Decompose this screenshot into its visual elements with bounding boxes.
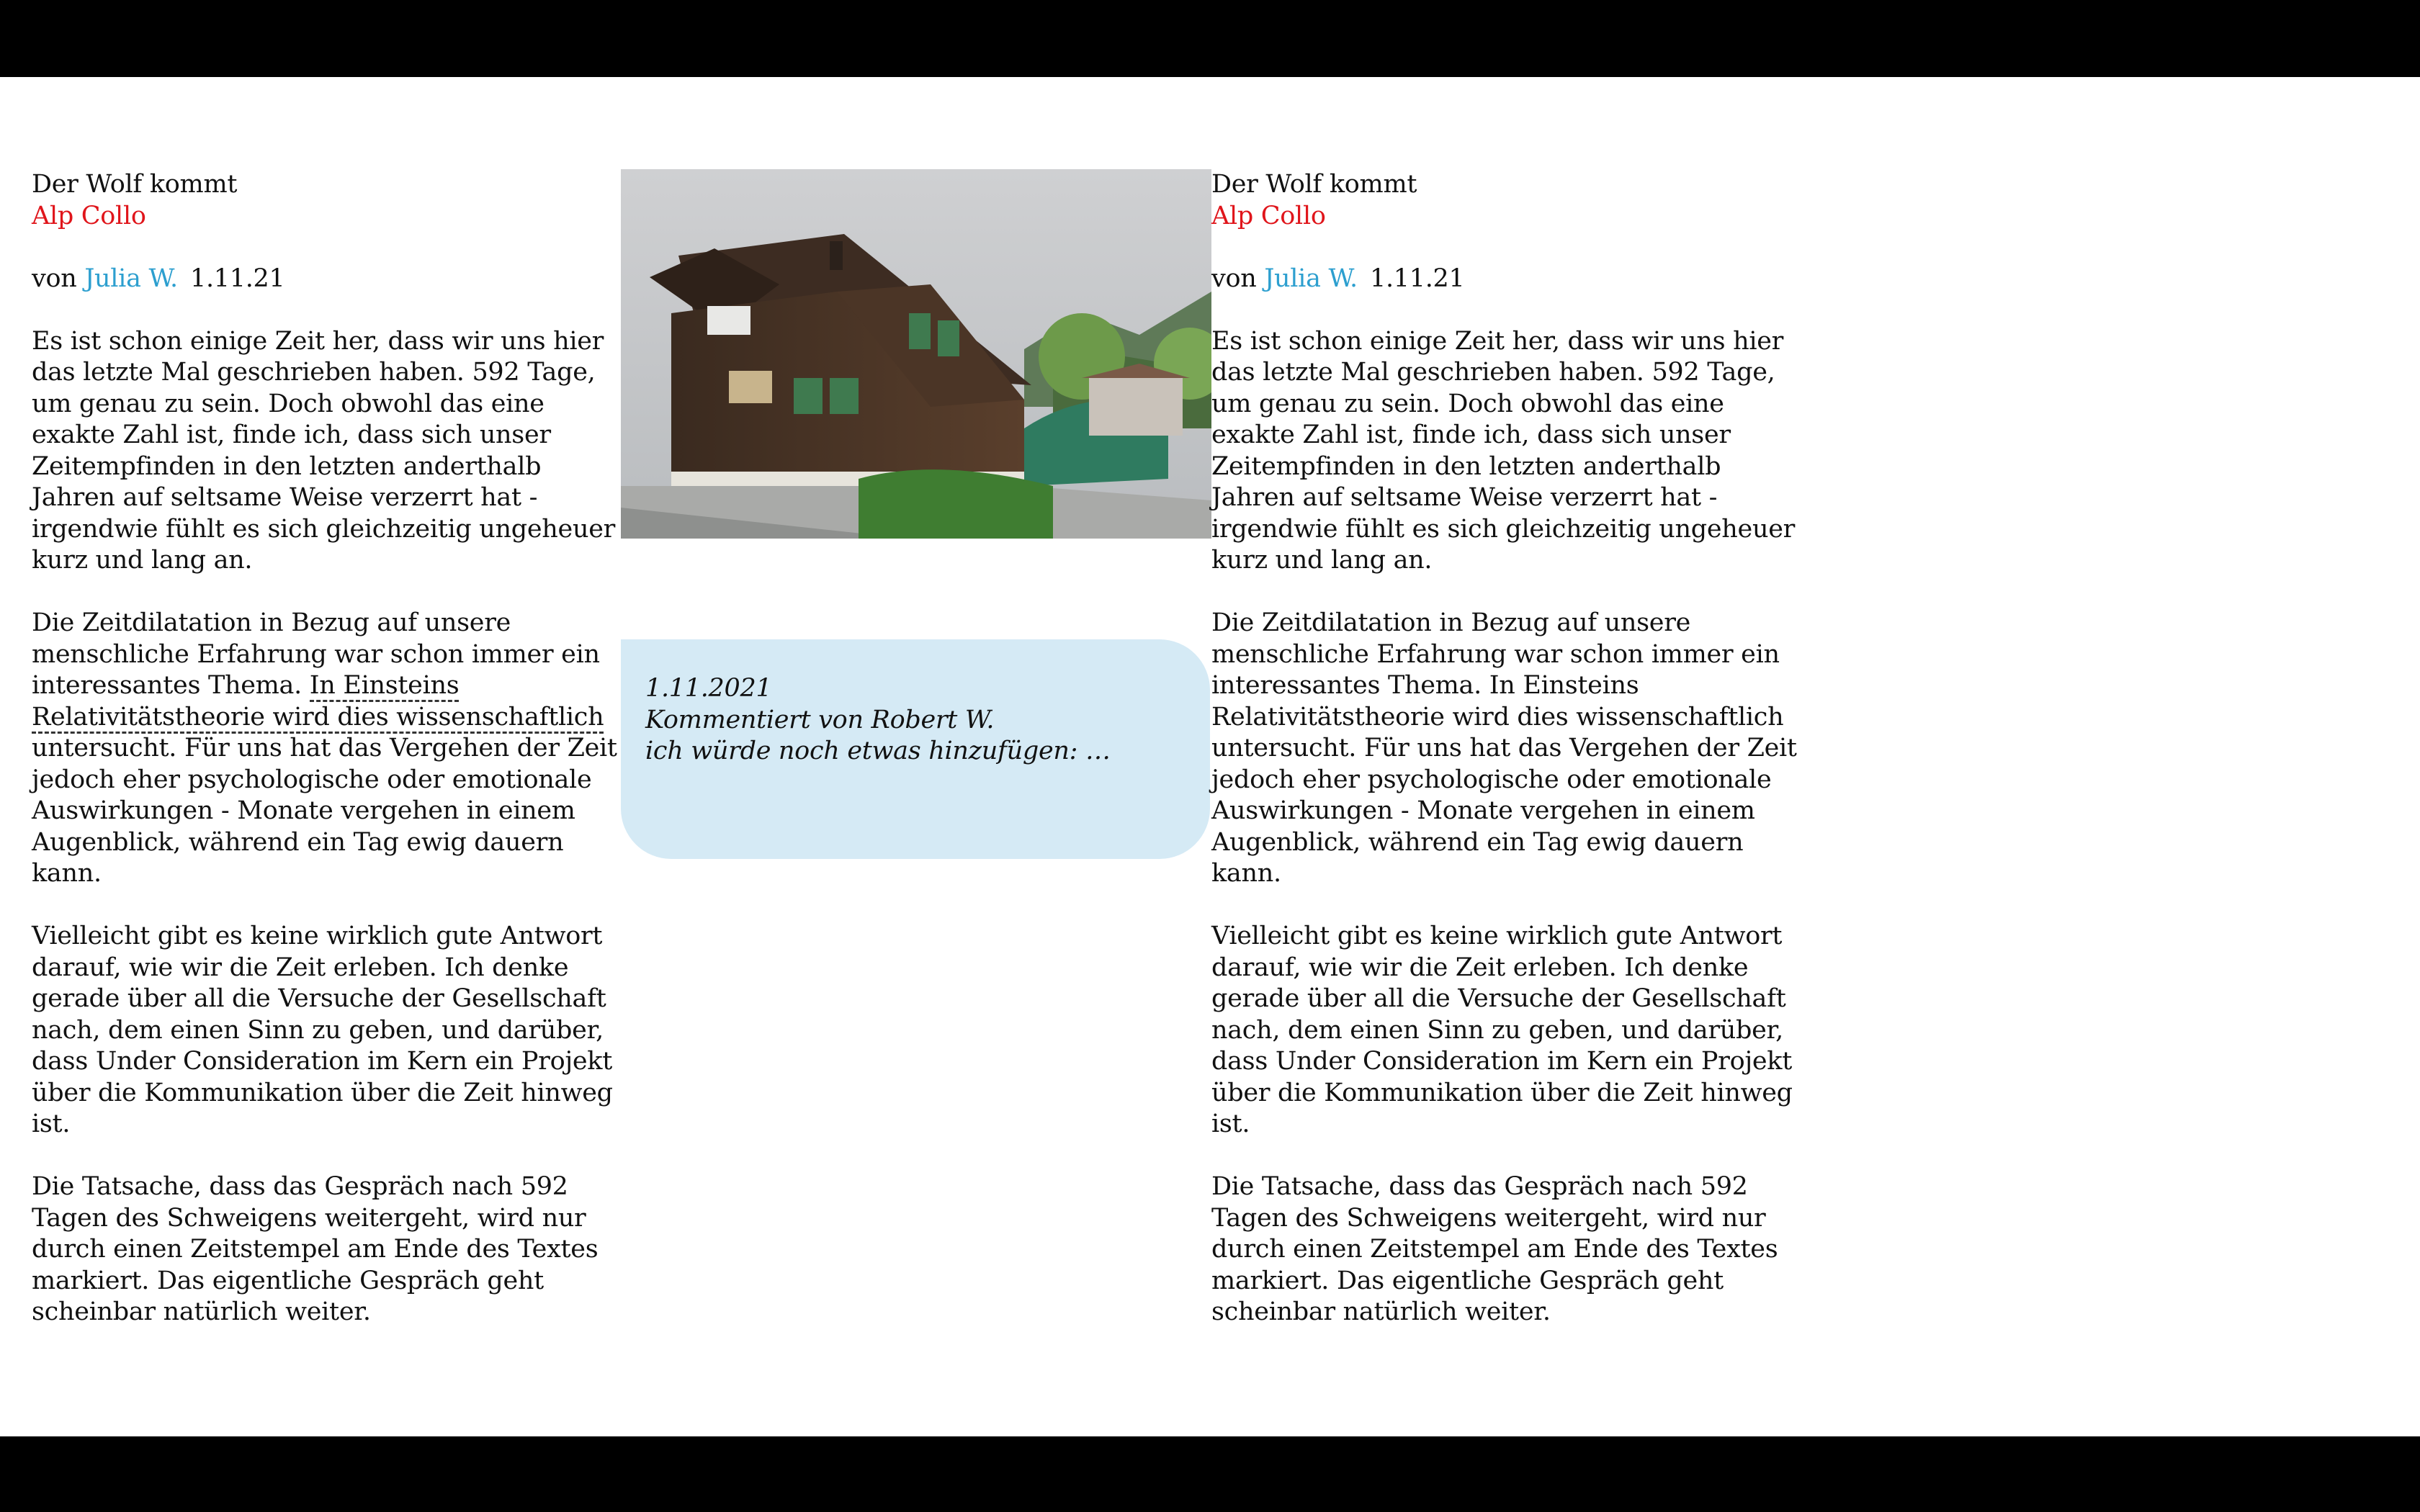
paragraph-2-end: untersucht. Für uns hat das Vergehen der Zeit jedoch eher psychologische oder emotionale Auswirkungen - Monate vergehen in einem Augenblick, während ein Tag ewig dauern kann. [32,734,617,888]
comment-date: 1.11.2021 [645,674,772,703]
paragraph-3: Vielleicht gibt es keine wirklich gute Antwort darauf, wie wir die Zeit erleben. Ich denke gerade über all die Versuche der Gesellschaft nach, dem einen Sinn zu geben, und darüber, dass Under Consideration im Kern ein Projekt über die Kommunikation über die Zeit hinweg ist. [32,922,613,1138]
article-meta [32,264,622,295]
top-black-bar [0,0,2420,77]
article-subtitle[interactable]: Alp Collo [1211,201,1326,230]
article-date: 1.11.21 [1370,264,1465,293]
article-subtitle[interactable]: Alp Collo [32,201,146,230]
article-date: 1.11.21 [190,264,285,293]
paragraph-1: Es ist schon einige Zeit her, dass wir uns hier das letzte Mal geschrieben haben. 592 Tage, um genau zu sein. Doch obwohl das eine exakte Zahl ist, finde ich, dass sich unser Zeitempfinden in den letzten anderthalb Jahren auf seltsame Weise verzerrt hat - irgendwie fühlt es sich gleichzeitig ungeheuer kurz und lang an. [1211,326,1796,575]
comment-author: Kommentiert von Robert W. [645,705,995,734]
byline-prefix: von [32,264,85,293]
author-link[interactable]: Julia W. [84,264,178,293]
article-meta [1211,264,1802,295]
byline [32,264,190,295]
author-link[interactable]: Julia W. [1264,264,1358,293]
paragraph-1: Es ist schon einige Zeit her, dass wir uns hier das letzte Mal geschrieben haben. 592 Tage, um genau zu sein. Doch obwohl das eine exakte Zahl ist, finde ich, dass sich unser Zeitempfinden in den letzten anderthalb Jahren auf seltsame Weise verzerrt hat - irgendwie fühlt es sich gleichzeitig ungeheuer kurz und lang an. [32,326,616,575]
paragraph-2 [32,608,622,890]
paragraph-2-start: Die Zeitdilatation in Bezug auf unsere menschliche Erfahrung war schon immer ein interessantes Thema. [32,608,600,700]
farmhouse-photo [621,169,1211,539]
paragraph-2: Die Zeitdilatation in Bezug auf unsere menschliche Erfahrung war schon immer ein interessantes Thema. In Einsteins Relativitätstheorie wird dies wissenschaftlich untersucht. Für uns hat das Vergehen der Zeit jedoch eher psychologische oder emotionale Auswirkungen - Monate vergehen in einem Augenblick, während ein Tag ewig dauern kann. [1211,608,1797,888]
paragraph-3: Vielleicht gibt es keine wirklich gute Antwort darauf, wie wir die Zeit erleben. Ich denke gerade über all die Versuche der Gesellschaft nach, dem einen Sinn zu geben, und darüber, dass Under Consideration im Kern ein Projekt über die Kommunikation über die Zeit hinweg ist. [1211,922,1793,1138]
paragraph-4: Die Tatsache, dass das Gespräch nach 592 Tagen des Schweigens weitergeht, wird nur durch einen Zeitstempel am Ende des Textes markiert. Das eigentliche Gespräch geht scheinbar natürlich weiter. [32,1172,599,1326]
bottom-black-bar [0,1436,2420,1512]
paragraph-4: Die Tatsache, dass das Gespräch nach 592 Tagen des Schweigens weitergeht, wird nur durch einen Zeitstempel am Ende des Textes markiert. Das eigentliche Gespräch geht scheinbar natürlich weiter. [1211,1172,1778,1326]
article-column-left [32,169,622,1359]
byline-prefix: von [1211,264,1265,293]
comment-bubble[interactable] [621,639,1210,859]
comment-text[interactable]: ich würde noch etwas hinzufügen: … [645,737,1111,765]
commented-highlight[interactable]: In Einsteins Relativitätstheorie wird dies wissenschaftlich [32,671,604,734]
article-title: Der Wolf kommt [32,170,238,199]
article-title: Der Wolf kommt [1211,170,1417,199]
article-column-right [1211,169,1802,1359]
byline [1211,264,1370,295]
